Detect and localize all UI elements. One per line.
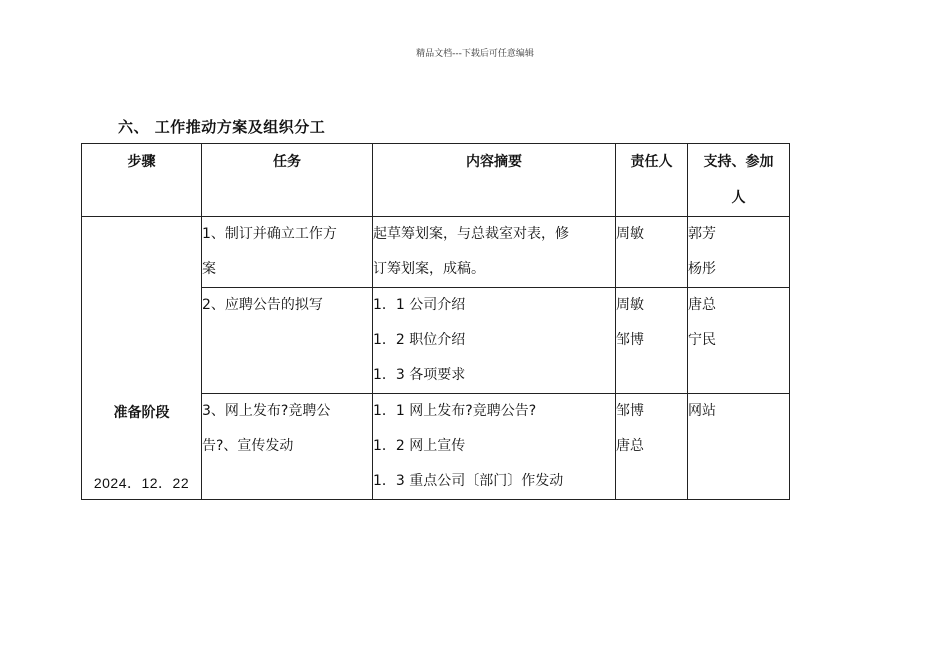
support-name: 郭芳: [688, 226, 716, 242]
header-support: [688, 144, 790, 217]
support-name: 唐总: [688, 297, 716, 313]
task-line: 案: [202, 261, 216, 277]
content-line: 1．3 各项要求: [373, 367, 466, 383]
content-cell: [373, 394, 616, 500]
header-task: 任务: [202, 144, 373, 217]
header-step: 步骤: [82, 144, 202, 217]
owner-cell: [616, 394, 688, 500]
support-name: 网站: [688, 403, 716, 419]
task-line: 2、应聘公告的拟写: [202, 297, 323, 313]
table-header-row: [82, 144, 790, 217]
owner-cell: [616, 217, 688, 288]
owner-name: 周敏: [616, 297, 644, 313]
step-name: 准备阶段: [113, 405, 170, 421]
task-line: 告?、宣传发动: [202, 438, 294, 454]
content-line: 起草筹划案，与总裁室对表，修: [373, 226, 569, 242]
plan-table: [81, 143, 790, 500]
support-name: 杨彤: [688, 261, 716, 277]
header-support-line2: 人: [731, 190, 746, 206]
owner-name: 唐总: [616, 438, 644, 454]
task-cell: [202, 394, 373, 500]
owner-name: 周敏: [616, 226, 644, 242]
content-line: 1．1 网上发布?竞聘公告?: [373, 403, 537, 419]
support-cell: [688, 394, 790, 500]
content-line: 订筹划案，成稿。: [373, 261, 485, 277]
content-line: 1．2 网上宣传: [373, 438, 466, 454]
owner-name: 邹博: [616, 403, 644, 419]
header-owner: 责任人: [616, 144, 688, 217]
step-cell: [82, 217, 202, 500]
support-cell: [688, 217, 790, 288]
table-row: [82, 217, 790, 288]
content-line: 1．3 重点公司〔部门〕作发动: [373, 473, 564, 489]
content-line: 1．1 公司介绍: [373, 297, 466, 313]
support-name: 宁民: [688, 332, 716, 348]
section-title: 六、 工作推动方案及组织分工: [118, 118, 326, 136]
owner-cell: [616, 288, 688, 394]
page-header: 精品文档---下载后可任意编辑: [416, 49, 534, 59]
content-cell: [373, 217, 616, 288]
content-cell: [373, 288, 616, 394]
support-cell: [688, 288, 790, 394]
header-content: 内容摘要: [373, 144, 616, 217]
header-support-line1: 支持、参加: [703, 154, 774, 170]
step-date: 2024．12．22: [93, 475, 190, 491]
owner-name: 邹博: [616, 332, 644, 348]
task-line: 1、制订并确立工作方: [202, 226, 337, 242]
content-line: 1．2 职位介绍: [373, 332, 466, 348]
task-cell: [202, 288, 373, 394]
task-cell: [202, 217, 373, 288]
task-line: 3、网上发布?竞聘公: [202, 403, 331, 419]
